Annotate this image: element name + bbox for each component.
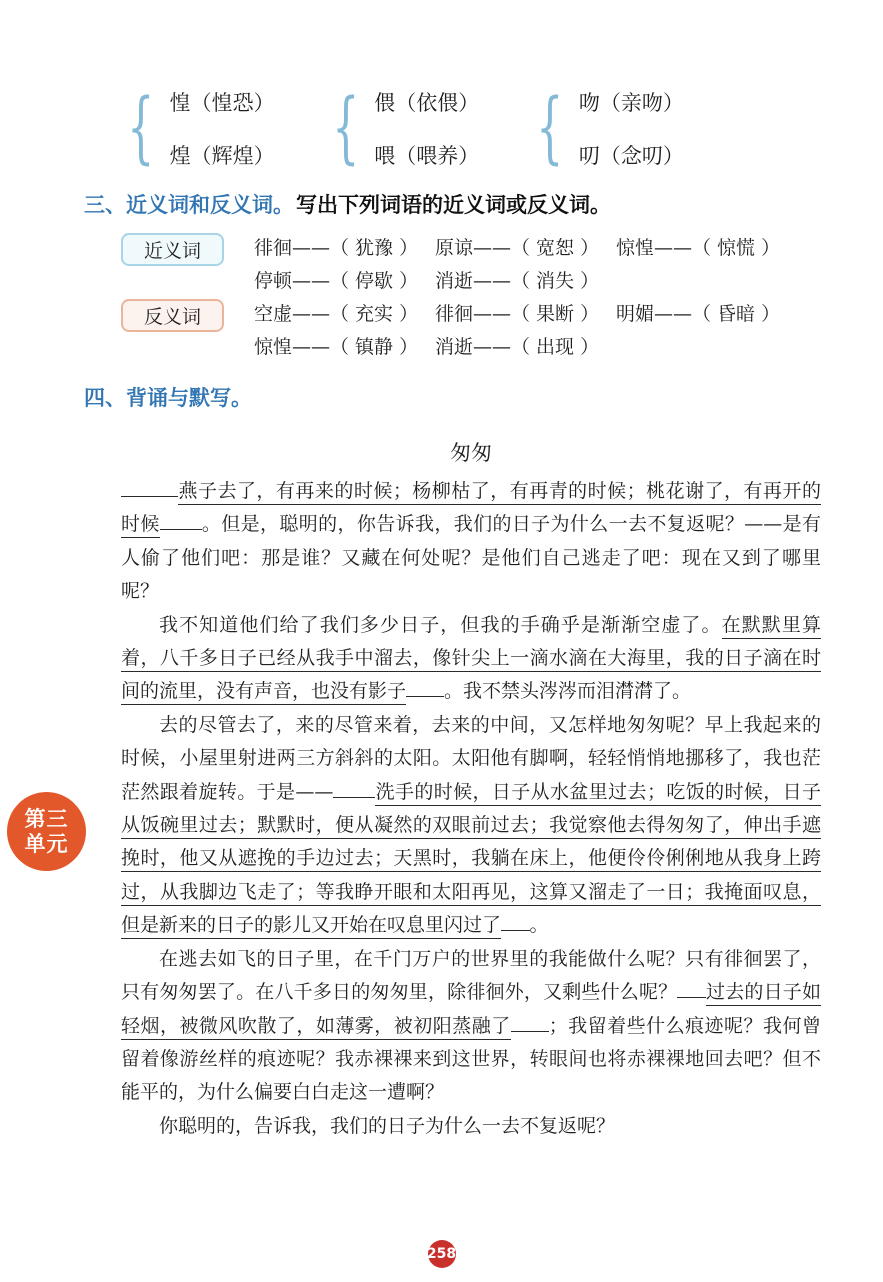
filled-answer-text: 过去的日子如轻烟，被微风吹散了，如薄雾，被初阳蒸融了 xyxy=(121,981,821,1039)
unit-badge xyxy=(7,792,86,871)
essay-paragraph xyxy=(121,709,821,943)
synonym-antonym-table xyxy=(121,232,883,363)
antonym-rows xyxy=(254,298,797,363)
section3-instruction: 写出下列词语的近义词或反义词。 xyxy=(296,193,611,217)
essay-paragraph xyxy=(121,1110,821,1143)
synonym-rows xyxy=(254,232,797,297)
synonym-block xyxy=(121,232,883,297)
word-pair-top: 惶（惶恐） xyxy=(169,90,275,115)
word-pair-group xyxy=(116,83,275,173)
word-pair-top: 吻（亲吻） xyxy=(578,90,684,115)
word-pair-row xyxy=(254,331,797,364)
section3-title: 三、近义词和反义词。 xyxy=(84,193,294,217)
filled-answer-text: 燕子去了，有再来的时候；杨柳枯了，有再青的时候；桃花谢了，有再开的时候 xyxy=(121,480,821,538)
essay-text: 。但是，聪明的，你告诉我，我们的日子为什么一去不复返呢？——是有人偷了他们吧：那是谁？又藏在何处呢？是他们自己逃走了吧：现在又到了哪里呢？ xyxy=(121,513,821,603)
section3-heading xyxy=(84,190,883,220)
brace-icon: { xyxy=(331,83,360,173)
word-pair-row xyxy=(254,265,797,298)
word-pair-column xyxy=(374,87,479,170)
word-pair-row xyxy=(254,298,797,331)
antonym-label: 反义词 xyxy=(143,306,201,328)
word-answer-item: 空虚——（ 充实 ） xyxy=(254,303,419,325)
essay-text: 你聪明的，告诉我，我们的日子为什么一去不复返呢？ xyxy=(159,1114,616,1137)
word-answer-item: 惊惶——（ 惊慌 ） xyxy=(616,237,781,259)
word-pair-row xyxy=(254,232,797,265)
unit-badge-line1: 第三 xyxy=(24,806,69,831)
word-answer-item: 惊惶——（ 镇静 ） xyxy=(254,335,419,358)
word-pair-group xyxy=(525,83,684,173)
essay-text: ；我留着些什么痕迹呢？我何曾留着像游丝样的痕迹呢？我赤裸裸来到这世界，转眼间也将赤裸裸地回去吧？但不能平的，为什么偏要白白走这一遭啊？ xyxy=(121,1014,821,1104)
answer-blank xyxy=(501,912,530,931)
essay-title: 匆匆 xyxy=(450,441,492,465)
filled-answer-text: 洗手的时候，日子从水盆里过去；吃饭的时候，日子从饭碗里过去；默默时，便从凝然的双眼前过去；我觉察他去得匆匆了，伸出手遮挽时，他又从遮挽的手边过去；天黑时，我躺在床上，他便伶伶俐俐地从我身上跨过，从我脚边飞走了；等我睁开眼和太阳再见，这算又溜走了一日；我掩面叹息，但是新来的日子的影儿又开始在叹息里闪过了 xyxy=(121,781,821,940)
section4-title: 四、背诵与默写。 xyxy=(84,386,252,410)
essay-text: 。 xyxy=(529,914,549,937)
essay-paragraph xyxy=(121,609,821,709)
antonym-block xyxy=(121,298,883,363)
brace-icon: { xyxy=(536,83,564,173)
word-pair-column xyxy=(170,87,275,170)
word-pair-group xyxy=(321,83,480,173)
antonym-label-box xyxy=(121,299,224,332)
essay-body xyxy=(121,475,821,1143)
word-answer-item: 徘徊——（ 果断 ） xyxy=(435,303,600,325)
synonym-label: 近义词 xyxy=(143,240,201,262)
word-pair-groups xyxy=(116,83,883,173)
word-answer-item: 停顿——（ 停歇 ） xyxy=(254,269,419,292)
answer-blank xyxy=(511,1013,549,1032)
word-pair-bottom: 叨（念叨） xyxy=(578,143,684,168)
word-pair-bottom: 煌（辉煌） xyxy=(169,143,275,168)
word-pair-bottom: 喂（喂养） xyxy=(374,143,480,168)
word-pair-column xyxy=(579,87,684,170)
brace-icon: { xyxy=(127,83,155,173)
word-pair-top: 偎（依偎） xyxy=(374,90,480,115)
word-answer-item: 原谅——（ 宽恕 ） xyxy=(435,237,600,259)
essay-text: 在逃去如飞的日子里，在千门万户的世界里的我能做什么呢？只有徘徊罢了，只有匆匆罢了。在八千多日的匆匆里，除徘徊外，又剩些什么呢？ xyxy=(121,947,821,1004)
answer-blank xyxy=(406,678,444,697)
section4-heading xyxy=(84,383,883,413)
unit-badge-line2: 单元 xyxy=(24,831,69,856)
filled-answer-text: 在默默里算着，八千多日子已经从我手中溜去，像针尖上一滴水滴在大海里，我的日子滴在时间的流里，没有声音，也没有影子 xyxy=(121,614,821,706)
word-answer-item: 明媚——（ 昏暗 ） xyxy=(616,303,781,325)
answer-blank xyxy=(160,511,202,530)
answer-blank xyxy=(677,979,706,998)
essay-text: 我不知道他们给了我们多少日子，但我的手确乎是渐渐空虚了。 xyxy=(159,613,722,636)
word-answer-item: 消逝——（ 消失 ） xyxy=(435,269,600,292)
essay-paragraph xyxy=(121,943,821,1110)
page-number: 258 xyxy=(426,1246,457,1262)
answer-blank xyxy=(333,779,375,798)
word-answer-item: 消逝——（ 出现 ） xyxy=(435,335,600,358)
essay-paragraph xyxy=(121,475,821,609)
word-answer-item: 徘徊——（ 犹豫 ） xyxy=(254,237,419,259)
essay-text: 去的尽管去了，来的尽管来着，去来的中间，又怎样地匆匆呢？早上我起来的时候，小屋里射进两三方斜斜的太阳。太阳他有脚啊，轻轻悄悄地挪移了，我也茫茫然跟着旋转。于是—— xyxy=(121,713,821,803)
answer-blank xyxy=(121,478,178,497)
synonym-label-box xyxy=(121,233,224,266)
page-number-badge xyxy=(428,1240,456,1268)
essay-text: 。我不禁头涔涔而泪潸潸了。 xyxy=(444,680,692,703)
